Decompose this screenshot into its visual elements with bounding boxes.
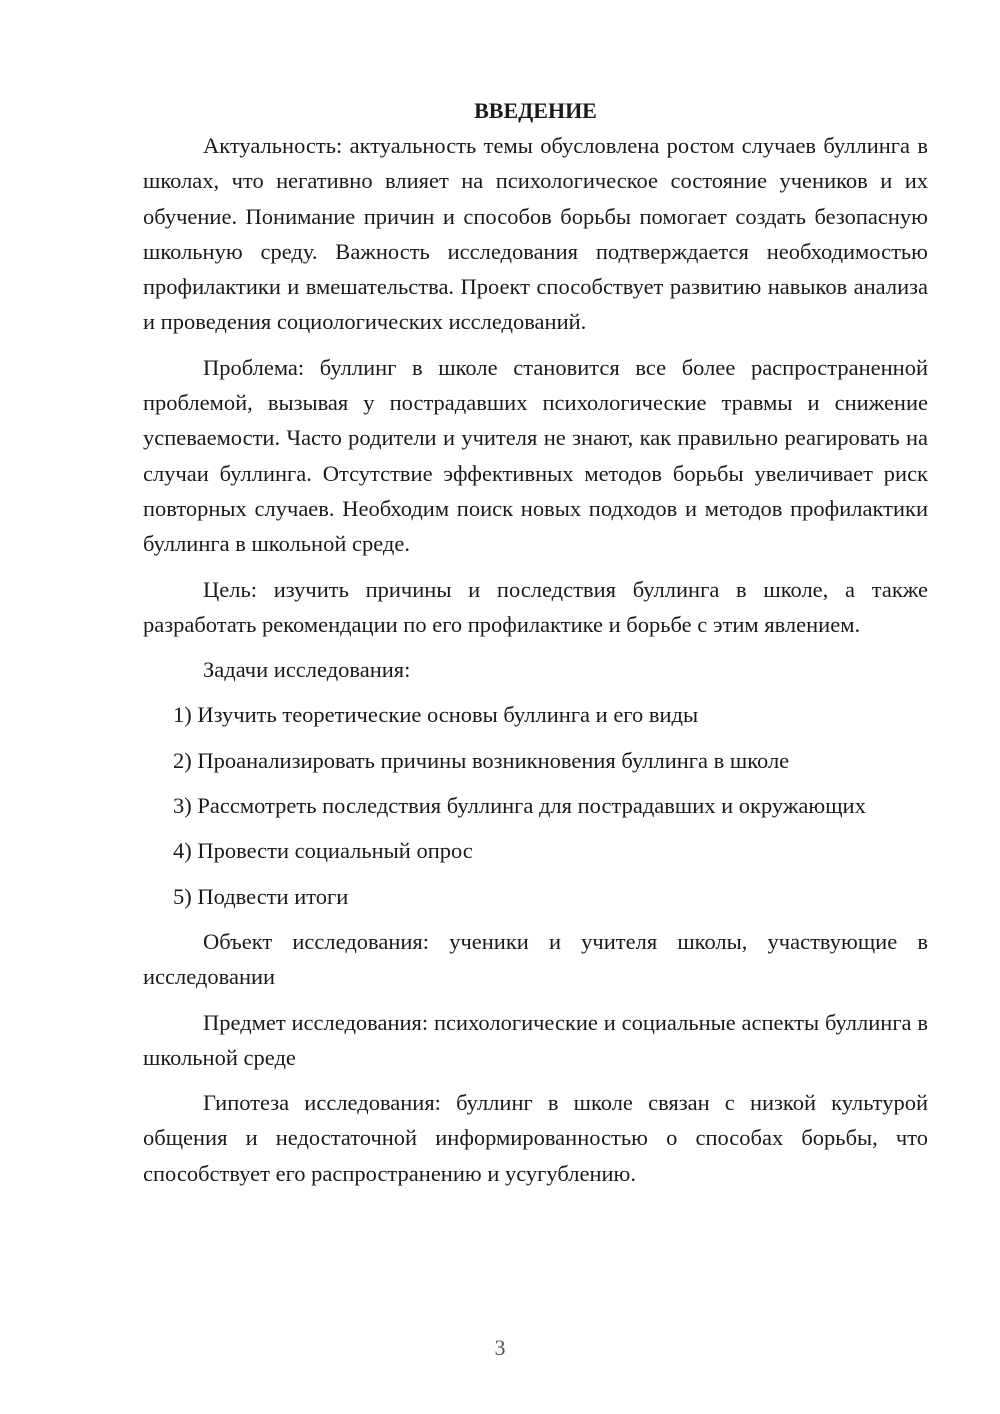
hypothesis-paragraph: Гипотеза исследования: буллинг в школе связан с низкой культурой общения и недостаточной информированностью о способах борьбы, что способствует его распространению и усугублению.: [143, 1090, 928, 1186]
page-number: 3: [494, 1335, 506, 1360]
list-item: 2) Проанализировать причины возникновения буллинга в школе: [173, 747, 790, 773]
list-item: 5) Подвести итоги: [173, 883, 349, 909]
tasks-list: [143, 697, 928, 913]
list-item: 3) Рассмотреть последствия буллинга для пострадавших и окружающих: [173, 793, 866, 819]
tasks-heading: Задачи исследования:: [203, 657, 411, 683]
list-item: 1) Изучить теоретические основы буллинга и его виды: [173, 702, 699, 728]
document-page: [143, 93, 928, 1191]
object-paragraph: Объект исследования: ученики и учителя школы, участвующие в исследовании: [143, 928, 928, 990]
subject-paragraph: Предмет исследования: психологические и социальные аспекты буллинга в школьной среде: [143, 1009, 928, 1070]
section-title: ВВЕДЕНИЕ: [474, 98, 597, 123]
goal-paragraph: Цель: изучить причины и последствия буллинга в школе, а также разработать рекомендации по его профилактике и борьбе с этим явлением.: [143, 576, 928, 637]
problem-paragraph: Проблема: буллинг в школе становится все более распространенной проблемой, вызывая у пострадавших психологические травмы и снижение успеваемости. Часто родители и учителя не знают, как правильно реагировать на случаи буллинга. Отсутствие эффективных методов борьбы увеличивает риск повторных случаев. Необходим поиск новых подходов и методов профилактики буллинга в школьной среде.: [143, 354, 928, 557]
list-item: 4) Провести социальный опрос: [173, 838, 473, 864]
relevance-paragraph: Актуальность: актуальность темы обусловлена ростом случаев буллинга в школах, что негативно влияет на психологическое состояние учеников и их обучение. Понимание причин и способов борьбы помогает создать безопасную школьную среду. Важность исследования подтверждается необходимостью профилактики и вмешательства. Проект способствует развитию навыков анализа и проведения социологических исследований.: [143, 133, 928, 335]
